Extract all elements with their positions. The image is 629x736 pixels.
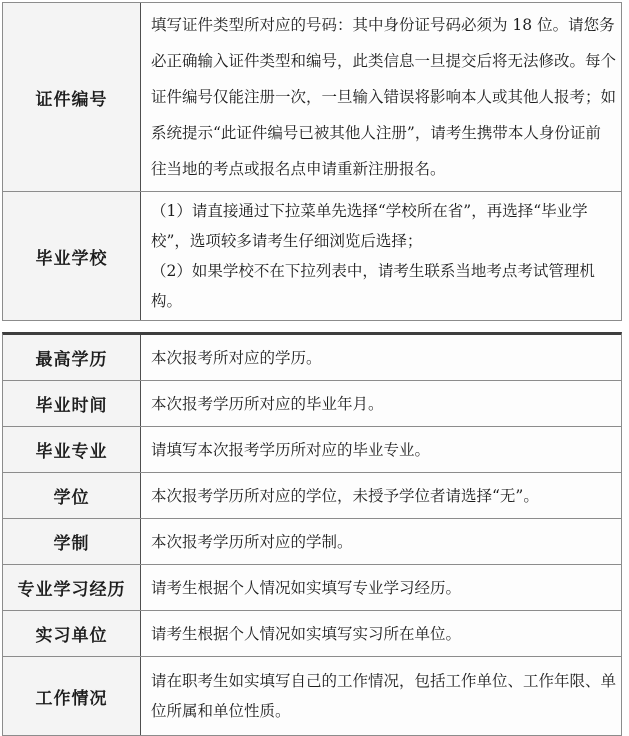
description-line: 本次报考学历所对应的学位，未授予学位者请选择“无”。: [151, 486, 539, 505]
row-label: 学制: [3, 519, 141, 564]
row-description: [141, 473, 621, 518]
description-line: 请考生根据个人情况如实填写专业学习经历。: [151, 578, 462, 597]
table-section-education-work: [2, 332, 622, 736]
row-label: 毕业时间: [3, 381, 141, 426]
description-line: （1）请直接通过下拉菜单先选择“学校所在省”，再选择“毕业学校”，选项较多请考生仔细浏览后选择；: [151, 202, 588, 250]
row-description: [141, 427, 621, 472]
row-description: [141, 565, 621, 610]
row-description: [141, 381, 621, 426]
table-row: [3, 3, 621, 191]
row-label: 学位: [3, 473, 141, 518]
description-line: （2）如果学校不在下拉列表中，请考生联系当地考点考试管理机构。: [151, 262, 595, 310]
row-description: [141, 611, 621, 656]
description-line: 请在职考生如实填写自己的工作情况，包括工作单位、工作年限、单位所属和单位性质。: [151, 672, 617, 720]
table-row: [3, 380, 621, 426]
table-row: [3, 191, 621, 320]
table-section-certificate-school: [2, 2, 622, 321]
row-label: 证件编号: [3, 3, 141, 191]
info-table: [2, 2, 622, 736]
description-line: 请填写本次报考学历所对应的毕业专业。: [151, 440, 431, 459]
table-row: [3, 610, 621, 656]
row-label: 毕业专业: [3, 427, 141, 472]
table-row: [3, 426, 621, 472]
description-line: 本次报考学历所对应的毕业年月。: [151, 394, 384, 413]
row-label: 最高学历: [3, 335, 141, 380]
row-label: 工作情况: [3, 657, 141, 735]
table-row: [3, 518, 621, 564]
row-description: [141, 335, 621, 380]
row-label: 毕业学校: [3, 192, 141, 320]
table-row: [3, 472, 621, 518]
table-row: [3, 656, 621, 735]
row-description: [141, 519, 621, 564]
description-line: 本次报考所对应的学历。: [151, 348, 322, 367]
table-row: [3, 335, 621, 380]
table-row: [3, 564, 621, 610]
row-description: [141, 192, 621, 320]
row-description: [141, 657, 621, 735]
description-line: 请考生根据个人情况如实填写实习所在单位。: [151, 624, 462, 643]
row-label: 专业学习经历: [3, 565, 141, 610]
row-description: [141, 3, 621, 191]
description-line: 本次报考学历所对应的学制。: [151, 532, 353, 551]
description-line: 填写证件类型所对应的号码：其中身份证号码必须为 18 位。请您务必正确输入证件类型和编号，此类信息一旦提交后将无法修改。每个证件编号仅能注册一次，一旦输入错误将影响本人或其他人报考；如系统提示“此证件编号已被其他人注册”，请考生携带本人身份证前往当地的考点或报名点申请重新注册报名。: [151, 16, 617, 178]
row-label: 实习单位: [3, 611, 141, 656]
